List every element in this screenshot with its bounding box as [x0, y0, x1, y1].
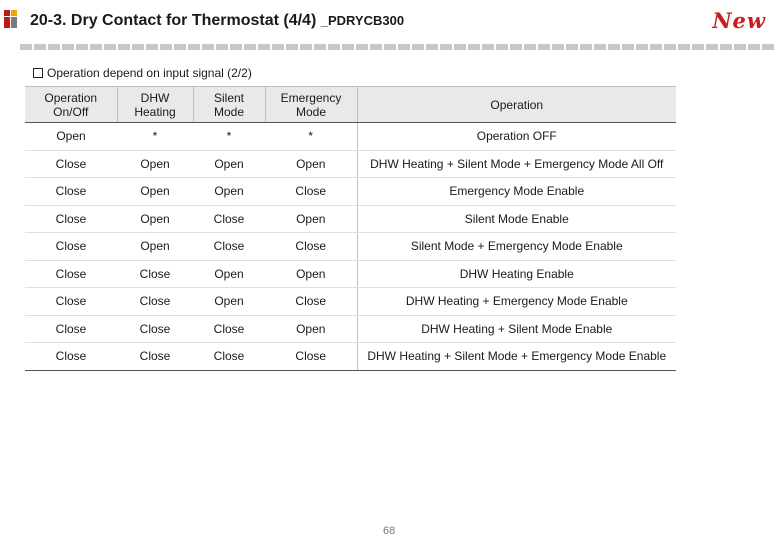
- table-cell: Close: [25, 343, 117, 371]
- column-header-operation-on-off: Operation On/Off: [25, 87, 117, 123]
- divider-segment: [734, 44, 746, 50]
- table-cell: Open: [193, 288, 265, 316]
- page-title-text: 20-3. Dry Contact for Thermostat (4/4): [30, 12, 317, 29]
- table-cell: Close: [117, 343, 193, 371]
- divider-segment: [90, 44, 102, 50]
- divider-segment: [356, 44, 368, 50]
- divider-segment: [580, 44, 592, 50]
- table-row: [25, 150, 676, 178]
- divider-segment: [762, 44, 774, 50]
- table-cell: Close: [117, 315, 193, 343]
- table-cell: DHW Heating Enable: [357, 260, 676, 288]
- divider-segment: [426, 44, 438, 50]
- table-cell: Open: [193, 260, 265, 288]
- divider-segment: [524, 44, 536, 50]
- page-number: 68: [383, 525, 396, 537]
- column-header-emergency-mode: Emergency Mode: [265, 87, 357, 123]
- divider-segment: [76, 44, 88, 50]
- divider-segment: [216, 44, 228, 50]
- divider-segment: [720, 44, 732, 50]
- divider-segment: [664, 44, 676, 50]
- divider-segment: [440, 44, 452, 50]
- divider-segment: [286, 44, 298, 50]
- section-subheading: [33, 66, 252, 80]
- page-title: [30, 12, 404, 30]
- divider-segment: [258, 44, 270, 50]
- divider-segment: [496, 44, 508, 50]
- divider-segment: [622, 44, 634, 50]
- model-code: _PDRYCB300: [320, 13, 405, 28]
- divider-segment: [342, 44, 354, 50]
- table-cell: *: [117, 123, 193, 151]
- divider-segment: [174, 44, 186, 50]
- column-header-dhw-heating: DHW Heating: [117, 87, 193, 123]
- divider-segment: [62, 44, 74, 50]
- table-cell: Close: [25, 233, 117, 261]
- divider-segment: [706, 44, 718, 50]
- table-cell: Close: [25, 288, 117, 316]
- table-cell: Close: [25, 150, 117, 178]
- title-divider: [20, 44, 780, 50]
- table-cell: Close: [117, 260, 193, 288]
- divider-segment: [636, 44, 648, 50]
- divider-segment: [552, 44, 564, 50]
- divider-segment: [146, 44, 158, 50]
- table-row: [25, 205, 676, 233]
- divider-segment: [482, 44, 494, 50]
- table-cell: Open: [117, 205, 193, 233]
- table-cell: Close: [117, 288, 193, 316]
- table-cell: Open: [117, 178, 193, 206]
- divider-segment: [678, 44, 690, 50]
- table-cell: Close: [25, 315, 117, 343]
- table-cell: Close: [265, 233, 357, 261]
- column-header-silent-mode: Silent Mode: [193, 87, 265, 123]
- divider-segment: [454, 44, 466, 50]
- table-row: [25, 123, 676, 151]
- company-logo-icon: [4, 10, 17, 28]
- table-cell: Close: [265, 343, 357, 371]
- divider-segment: [188, 44, 200, 50]
- table-cell: Emergency Mode Enable: [357, 178, 676, 206]
- divider-segment: [328, 44, 340, 50]
- divider-segment: [34, 44, 46, 50]
- divider-segment: [608, 44, 620, 50]
- divider-segment: [412, 44, 424, 50]
- table-cell: Open: [265, 260, 357, 288]
- divider-segment: [104, 44, 116, 50]
- table-cell: DHW Heating + Emergency Mode Enable: [357, 288, 676, 316]
- table-cell: Close: [25, 178, 117, 206]
- divider-segment: [244, 44, 256, 50]
- table-cell: Open: [193, 150, 265, 178]
- table-cell: Open: [193, 178, 265, 206]
- table-cell: Silent Mode Enable: [357, 205, 676, 233]
- operation-table: [25, 86, 676, 371]
- divider-segment: [230, 44, 242, 50]
- divider-segment: [202, 44, 214, 50]
- table-cell: Close: [265, 288, 357, 316]
- table-cell: Close: [25, 260, 117, 288]
- table-cell: Open: [117, 233, 193, 261]
- table-row: [25, 288, 676, 316]
- divider-segment: [160, 44, 172, 50]
- divider-segment: [48, 44, 60, 50]
- divider-segment: [384, 44, 396, 50]
- divider-segment: [300, 44, 312, 50]
- table-row: [25, 315, 676, 343]
- table-cell: Close: [193, 205, 265, 233]
- table-header-row: [25, 87, 676, 123]
- divider-segment: [538, 44, 550, 50]
- subheading-text: Operation depend on input signal (2/2): [47, 66, 252, 80]
- divider-segment: [398, 44, 410, 50]
- divider-segment: [370, 44, 382, 50]
- table-cell: DHW Heating + Silent Mode + Emergency Mode All Off: [357, 150, 676, 178]
- table-cell: *: [265, 123, 357, 151]
- table-cell: Close: [193, 233, 265, 261]
- table-cell: DHW Heating + Silent Mode + Emergency Mode Enable: [357, 343, 676, 371]
- divider-segment: [272, 44, 284, 50]
- table-row: [25, 233, 676, 261]
- table-cell: Open: [117, 150, 193, 178]
- table-cell: Open: [265, 205, 357, 233]
- table-cell: DHW Heating + Silent Mode Enable: [357, 315, 676, 343]
- divider-segment: [650, 44, 662, 50]
- divider-segment: [118, 44, 130, 50]
- divider-segment: [566, 44, 578, 50]
- new-badge: New: [712, 8, 766, 33]
- divider-segment: [20, 44, 32, 50]
- table-cell: Open: [265, 315, 357, 343]
- divider-segment: [468, 44, 480, 50]
- table-row: [25, 260, 676, 288]
- divider-segment: [314, 44, 326, 50]
- table-row: [25, 343, 676, 371]
- divider-segment: [692, 44, 704, 50]
- checkbox-bullet-icon: [33, 68, 43, 78]
- divider-segment: [594, 44, 606, 50]
- table-cell: Close: [265, 178, 357, 206]
- divider-segment: [510, 44, 522, 50]
- table-cell: Open: [25, 123, 117, 151]
- table-cell: Operation OFF: [357, 123, 676, 151]
- divider-segment: [748, 44, 760, 50]
- column-header-operation: Operation: [357, 87, 676, 123]
- divider-segment: [132, 44, 144, 50]
- table-cell: Close: [25, 205, 117, 233]
- table-cell: Close: [193, 315, 265, 343]
- table-cell: Silent Mode + Emergency Mode Enable: [357, 233, 676, 261]
- table-cell: Close: [193, 343, 265, 371]
- table-cell: Open: [265, 150, 357, 178]
- table-row: [25, 178, 676, 206]
- table-cell: *: [193, 123, 265, 151]
